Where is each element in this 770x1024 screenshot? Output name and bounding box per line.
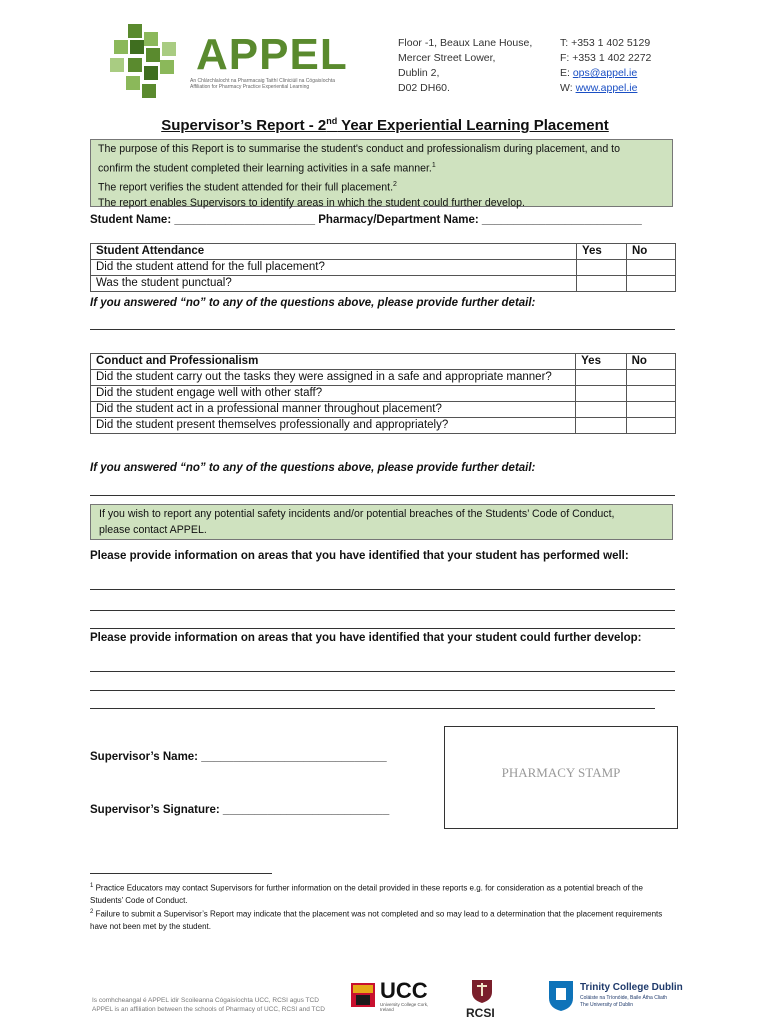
yes-cell[interactable] [576, 386, 626, 402]
rcsi-crest-icon [470, 978, 494, 1004]
conduct-question: Did the student engage well with other staff? [91, 386, 576, 402]
yes-cell[interactable] [576, 418, 626, 434]
intro-box: The purpose of this Report is to summarise the student's conduct and professionalism during placement, and to confirm the student completed their learning activities in a safe manner.$^1$ The report verifies the student attended for their full placement.$^2$ The report enables Supervisors to identify areas in which the student could further develop. [90, 139, 673, 207]
attendance-question: Did the student attend for the full placement? [91, 260, 577, 276]
safety-box: If you wish to report any potential safety incidents and/or potential breaches of the Students’ Code of Conduct, please contact APPEL. [90, 504, 673, 540]
logo-tagline: An Chlárchlaíocht na Pharmacaig Taithí Cliniciúil na Cógaisíochta Affiliation for Pharmacy Practice Experiential Learning [190, 78, 335, 90]
answer-line[interactable] [90, 708, 655, 709]
yes-cell[interactable] [576, 402, 626, 418]
student-name-field[interactable]: Student Name: ______________________ Pharmacy/Department Name: _________________________ [90, 214, 642, 226]
no-cell[interactable] [627, 260, 676, 276]
yes-cell[interactable] [577, 276, 627, 292]
conduct-question: Did the student present themselves professionally and appropriately? [91, 418, 576, 434]
attendance-question: Was the student punctual? [91, 276, 577, 292]
conduct-header: Conduct and Professionalism [91, 354, 576, 370]
no-cell[interactable] [626, 370, 675, 386]
footnote-1: $^1$ Practice Educators may contact Supervisors for further information on the detail provided in these reports e.g. for consideration as a potential breach of the Students’ Code of Conduct. [90, 883, 643, 905]
address-block: Floor -1, Beaux Lane House, Mercer Street Lower, Dublin 2, D02 DH60. [398, 37, 533, 94]
appel-logo-mark [110, 24, 184, 100]
further-detail-note: If you answered “no” to any of the questions above, please provide further detail: [90, 297, 536, 309]
yes-cell[interactable] [577, 260, 627, 276]
attendance-header: Student Attendance [91, 244, 577, 260]
conduct-question: Did the student carry out the tasks they were assigned in a safe and appropriate manner? [91, 370, 576, 386]
footnote-2: $^2$ Failure to submit a Supervisor’s Report may indicate that the placement was not completed and so may lead to a determination that the placement requirements have not been met by the student. [90, 909, 663, 931]
performed-well-prompt: Please provide information on areas that you have identified that your student has performed well: [90, 550, 629, 562]
no-cell[interactable] [626, 386, 675, 402]
yes-header: Yes [576, 354, 626, 370]
no-cell[interactable] [627, 276, 676, 292]
answer-line[interactable] [90, 610, 675, 611]
detail-line[interactable] [90, 495, 675, 496]
email-link[interactable]: ops@appel.ie [572, 67, 638, 79]
further-detail-note: If you answered “no” to any of the questions above, please provide further detail: [90, 462, 536, 474]
attendance-table [90, 243, 676, 292]
conduct-table [90, 353, 676, 434]
footnote-divider [90, 873, 272, 874]
supervisor-signature-field[interactable]: Supervisor’s Signature: __________________________ [90, 804, 390, 816]
answer-line[interactable] [90, 628, 675, 629]
yes-cell[interactable] [576, 370, 626, 386]
answer-line[interactable] [90, 589, 675, 590]
website-link[interactable]: www.appel.ie [575, 82, 638, 94]
no-header: No [627, 244, 676, 260]
phone: T: +353 1 402 5129 [560, 37, 651, 49]
pharmacy-stamp-box[interactable] [444, 726, 678, 829]
ucc-crest-icon [350, 982, 376, 1008]
stamp-label: PHARMACY STAMP [501, 765, 621, 780]
no-cell[interactable] [626, 402, 675, 418]
appel-logo-text: APPEL [196, 30, 348, 79]
affiliation-text: Is comhcheangal é APPEL idir Scoileanna Cógaisíochta UCC, RCSI agus TCD APPEL is an affiliation between the schools of Pharmacy of UCC, RCSI and TCD [92, 997, 325, 1013]
yes-header: Yes [577, 244, 627, 260]
answer-line[interactable] [90, 690, 675, 691]
supervisor-name-field[interactable]: Supervisor’s Name: _____________________________ [90, 751, 387, 763]
no-header: No [626, 354, 675, 370]
answer-line[interactable] [90, 671, 675, 672]
fax: F: +353 1 402 2272 [560, 52, 652, 64]
conduct-question: Did the student act in a professional manner throughout placement? [91, 402, 576, 418]
detail-line[interactable] [90, 329, 675, 330]
no-cell[interactable] [626, 418, 675, 434]
develop-prompt: Please provide information on areas that you have identified that your student could further develop: [90, 632, 642, 644]
contact-block: T: +353 1 402 5129 F: +353 1 402 2272 E: ops@appel.ie W: www.appel.ie [560, 37, 652, 94]
tcd-crest-icon [548, 980, 574, 1012]
page-title: Supervisor’s Report - 2nd Year Experiential Learning Placement [161, 116, 609, 134]
